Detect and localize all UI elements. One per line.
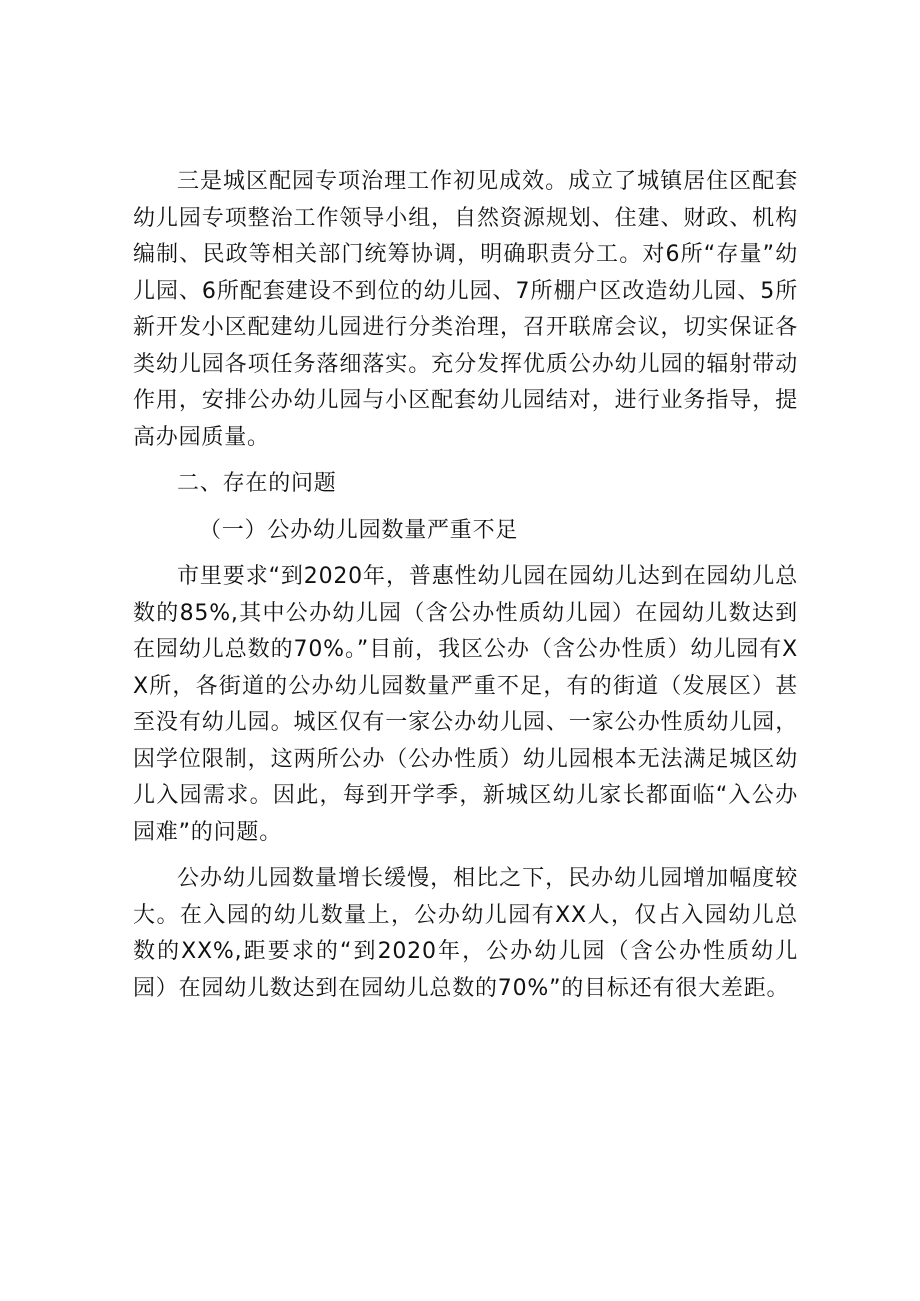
paragraph-city-requirement: 市里要求“到2020年，普惠性幼儿园在园幼儿达到在园幼儿总数的85%,其中公办幼儿园（含公办性质幼儿园）在园幼儿数达到在园幼儿总数的70%。”目前，我区公办（含公办性质）幼儿园有XX所，各街道的公办幼儿园数量严重不足，有的街道（发展区）甚至没有幼儿园。城区仅有一家公办幼儿园、一家公办性质幼儿园，因学位限制，这两所公办（公办性质）幼儿园根本无法满足城区幼儿入园需求。因此，每到开学季，新城区幼儿家长都面临“入公办园难”的问题。 — [133, 564, 798, 845]
section-heading-problems: 二、存在的问题 — [177, 471, 337, 496]
document-body — [133, 164, 798, 1007]
paragraph-gap — [133, 549, 798, 559]
paragraph-slow-growth: 公办幼儿园数量增长缓慢，相比之下，民办幼儿园增加幅度较大。在入园的幼儿数量上，公办幼儿园有XX人，仅占入园幼儿总数的XX%,距要求的“到2020年，公办幼儿园（含公办性质幼儿园）在园幼儿数达到在园幼儿总数的70%”的目标还有很大差距。 — [133, 866, 798, 1001]
paragraph-gap — [133, 503, 798, 513]
paragraph-gap — [133, 456, 798, 466]
paragraph-urban-kindergarten-governance: 三是城区配园专项治理工作初见成效。成立了城镇居住区配套幼儿园专项整治工作领导小组，自然资源规划、住建、财政、机构编制、民政等相关部门统筹协调，明确职责分工。对6所“存量”幼儿园、6所配套建设不到位的幼儿园、7所棚户区改造幼儿园、5所新开发小区配建幼儿园进行分类治理，召开联席会议，切实保证各类幼儿园各项任务落细落实。充分发挥优质公办幼儿园的辐射带动作用，安排公办幼儿园与小区配套幼儿园结对，进行业务指导，提高办园质量。 — [133, 169, 798, 450]
paragraph-gap — [133, 851, 798, 861]
subsection-heading-insufficient-public: （一）公办幼儿园数量严重不足 — [199, 517, 519, 543]
